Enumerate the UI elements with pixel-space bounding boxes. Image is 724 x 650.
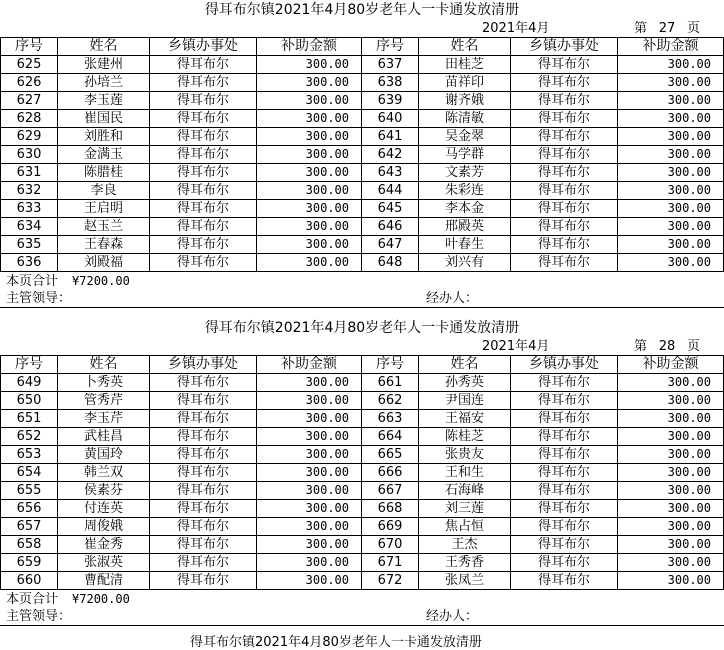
supervisor-label: 主管领导： (6, 291, 72, 306)
amount-cell: 300.00 (618, 428, 724, 446)
serial-cell: 662 (362, 392, 419, 410)
township-cell: 得耳布尔 (511, 428, 618, 446)
amount-cell: 300.00 (618, 236, 724, 254)
amount-cell: 300.00 (257, 536, 362, 554)
township-cell: 得耳布尔 (150, 110, 257, 128)
serial-cell: 632 (1, 182, 58, 200)
amount-cell: 300.00 (257, 500, 362, 518)
name-cell: 张淑英 (58, 554, 150, 572)
township-cell: 得耳布尔 (150, 146, 257, 164)
name-cell: 张贵友 (419, 446, 511, 464)
serial-cell: 649 (1, 374, 58, 392)
amount-cell: 300.00 (618, 56, 724, 74)
township-cell: 得耳布尔 (150, 236, 257, 254)
name-cell: 马学群 (419, 146, 511, 164)
amount-cell: 300.00 (257, 92, 362, 110)
amount-cell: 300.00 (618, 500, 724, 518)
name-cell: 赵玉兰 (58, 218, 150, 236)
serial-cell: 657 (1, 518, 58, 536)
amount-cell: 300.00 (257, 218, 362, 236)
township-cell: 得耳布尔 (150, 482, 257, 500)
amount-cell: 300.00 (257, 482, 362, 500)
column-header: 补助金额 (257, 356, 362, 374)
serial-cell: 637 (362, 56, 419, 74)
column-header: 补助金额 (618, 38, 724, 56)
township-cell: 得耳布尔 (150, 392, 257, 410)
township-cell: 得耳布尔 (511, 464, 618, 482)
serial-cell: 638 (362, 74, 419, 92)
table-row (1, 74, 724, 92)
name-cell: 刘殿福 (58, 254, 150, 272)
amount-cell: 300.00 (618, 200, 724, 218)
amount-cell: 300.00 (618, 128, 724, 146)
serial-cell: 660 (1, 572, 58, 590)
township-cell: 得耳布尔 (150, 446, 257, 464)
amount-cell: 300.00 (257, 374, 362, 392)
serial-cell: 655 (1, 482, 58, 500)
column-header: 乡镇办事处 (511, 356, 618, 374)
name-cell: 李玉莲 (58, 92, 150, 110)
sheet-date: 2021年4月 (482, 339, 550, 354)
township-cell: 得耳布尔 (511, 554, 618, 572)
amount-cell: 300.00 (618, 464, 724, 482)
page-total-label: 本页合计 (6, 274, 59, 289)
column-header: 乡镇办事处 (150, 38, 257, 56)
serial-cell: 630 (1, 146, 58, 164)
amount-cell: 300.00 (257, 410, 362, 428)
serial-cell: 634 (1, 218, 58, 236)
serial-cell: 656 (1, 500, 58, 518)
name-cell: 黄国玲 (58, 446, 150, 464)
column-header: 姓名 (58, 356, 150, 374)
serial-cell: 645 (362, 200, 419, 218)
table-row (1, 164, 724, 182)
name-cell: 王秀香 (419, 554, 511, 572)
serial-cell: 627 (1, 92, 58, 110)
table-row (1, 92, 724, 110)
roster-table-body (1, 38, 724, 272)
signature-row (0, 608, 724, 626)
amount-cell: 300.00 (257, 464, 362, 482)
amount-cell: 300.00 (257, 56, 362, 74)
serial-cell: 668 (362, 500, 419, 518)
name-cell: 陈腊桂 (58, 164, 150, 182)
name-cell: 陈桂芝 (419, 428, 511, 446)
amount-cell: 300.00 (257, 254, 362, 272)
township-cell: 得耳布尔 (150, 128, 257, 146)
table-row (1, 254, 724, 272)
amount-cell: 300.00 (618, 182, 724, 200)
name-cell: 刘三莲 (419, 500, 511, 518)
township-cell: 得耳布尔 (150, 182, 257, 200)
serial-cell: 635 (1, 236, 58, 254)
township-cell: 得耳布尔 (150, 218, 257, 236)
serial-cell: 652 (1, 428, 58, 446)
page-prefix: 第 (634, 339, 648, 354)
column-header: 补助金额 (618, 356, 724, 374)
table-row (1, 482, 724, 500)
name-cell: 孙秀英 (419, 374, 511, 392)
township-cell: 得耳布尔 (150, 410, 257, 428)
page-suffix: 页 (687, 339, 701, 354)
column-header: 姓名 (58, 38, 150, 56)
page-total-value: ¥7200.00 (72, 274, 130, 288)
township-cell: 得耳布尔 (511, 374, 618, 392)
serial-cell: 644 (362, 182, 419, 200)
serial-cell: 633 (1, 200, 58, 218)
amount-cell: 300.00 (618, 374, 724, 392)
township-cell: 得耳布尔 (511, 74, 618, 92)
roster-table (0, 37, 724, 272)
table-row (1, 572, 724, 590)
township-cell: 得耳布尔 (150, 464, 257, 482)
name-cell: 朱彩连 (419, 182, 511, 200)
name-cell: 崔金秀 (58, 536, 150, 554)
amount-cell: 300.00 (618, 410, 724, 428)
amount-cell: 300.00 (618, 74, 724, 92)
table-row (1, 410, 724, 428)
serial-cell: 642 (362, 146, 419, 164)
name-cell: 李玉芹 (58, 410, 150, 428)
amount-cell: 300.00 (618, 518, 724, 536)
name-cell: 王福安 (419, 410, 511, 428)
page-indicator (634, 338, 700, 355)
sheet-meta (0, 20, 724, 37)
township-cell: 得耳布尔 (511, 254, 618, 272)
serial-cell: 663 (362, 410, 419, 428)
amount-cell: 300.00 (257, 572, 362, 590)
name-cell: 王和生 (419, 464, 511, 482)
township-cell: 得耳布尔 (150, 518, 257, 536)
name-cell: 尹国连 (419, 392, 511, 410)
serial-cell: 666 (362, 464, 419, 482)
name-cell: 文素芳 (419, 164, 511, 182)
page-number: 28 (658, 339, 676, 354)
sheet-page-27 (0, 0, 724, 308)
amount-cell: 300.00 (257, 74, 362, 92)
amount-cell: 300.00 (257, 392, 362, 410)
column-header: 序号 (1, 38, 58, 56)
name-cell: 陈清敏 (419, 110, 511, 128)
table-row (1, 518, 724, 536)
column-header: 序号 (362, 38, 419, 56)
serial-cell: 669 (362, 518, 419, 536)
township-cell: 得耳布尔 (511, 500, 618, 518)
amount-cell: 300.00 (618, 254, 724, 272)
sheet-title: 得耳布尔镇2021年4月80岁老年人一卡通发放清册 (204, 320, 520, 336)
amount-cell: 300.00 (618, 392, 724, 410)
amount-cell: 300.00 (257, 164, 362, 182)
name-cell: 苗祥印 (419, 74, 511, 92)
table-row (1, 428, 724, 446)
handler-label: 经办人： (426, 291, 479, 306)
header-row (1, 356, 724, 374)
name-cell: 王春森 (58, 236, 150, 254)
township-cell: 得耳布尔 (511, 236, 618, 254)
name-cell: 周俊娥 (58, 518, 150, 536)
name-cell: 李良 (58, 182, 150, 200)
name-cell: 孙培兰 (58, 74, 150, 92)
table-row (1, 218, 724, 236)
serial-cell: 658 (1, 536, 58, 554)
serial-cell: 647 (362, 236, 419, 254)
name-cell: 焦占恒 (419, 518, 511, 536)
name-cell: 石海峰 (419, 482, 511, 500)
page-indicator (634, 20, 700, 37)
page-suffix: 页 (687, 21, 701, 36)
township-cell: 得耳布尔 (511, 482, 618, 500)
table-row (1, 392, 724, 410)
amount-cell: 300.00 (618, 110, 724, 128)
sheet-title: 得耳布尔镇2021年4月80岁老年人一卡通发放清册 (204, 2, 520, 18)
amount-cell: 300.00 (618, 164, 724, 182)
column-header: 乡镇办事处 (511, 38, 618, 56)
serial-cell: 661 (362, 374, 419, 392)
amount-cell: 300.00 (618, 554, 724, 572)
township-cell: 得耳布尔 (511, 218, 618, 236)
column-header: 补助金额 (257, 38, 362, 56)
name-cell: 张建州 (58, 56, 150, 74)
table-row (1, 182, 724, 200)
township-cell: 得耳布尔 (150, 500, 257, 518)
township-cell: 得耳布尔 (511, 56, 618, 74)
township-cell: 得耳布尔 (150, 572, 257, 590)
name-cell: 韩兰双 (58, 464, 150, 482)
amount-cell: 300.00 (257, 428, 362, 446)
name-cell: 武桂昌 (58, 428, 150, 446)
serial-cell: 651 (1, 410, 58, 428)
serial-cell: 664 (362, 428, 419, 446)
table-row (1, 128, 724, 146)
amount-cell: 300.00 (257, 554, 362, 572)
township-cell: 得耳布尔 (150, 74, 257, 92)
township-cell: 得耳布尔 (511, 92, 618, 110)
roster-table-body (1, 356, 724, 590)
township-cell: 得耳布尔 (511, 128, 618, 146)
township-cell: 得耳布尔 (150, 92, 257, 110)
table-row (1, 554, 724, 572)
township-cell: 得耳布尔 (511, 446, 618, 464)
signature-row (0, 290, 724, 308)
serial-cell: 671 (362, 554, 419, 572)
serial-cell: 654 (1, 464, 58, 482)
amount-cell: 300.00 (618, 218, 724, 236)
amount-cell: 300.00 (257, 236, 362, 254)
serial-cell: 653 (1, 446, 58, 464)
serial-cell: 626 (1, 74, 58, 92)
header-row (1, 38, 724, 56)
amount-cell: 300.00 (257, 200, 362, 218)
township-cell: 得耳布尔 (511, 146, 618, 164)
serial-cell: 643 (362, 164, 419, 182)
township-cell: 得耳布尔 (150, 554, 257, 572)
township-cell: 得耳布尔 (511, 182, 618, 200)
serial-cell: 628 (1, 110, 58, 128)
township-cell: 得耳布尔 (150, 56, 257, 74)
name-cell: 吴金翠 (419, 128, 511, 146)
table-row (1, 464, 724, 482)
township-cell: 得耳布尔 (511, 536, 618, 554)
roster-table (0, 355, 724, 590)
amount-cell: 300.00 (618, 482, 724, 500)
page-prefix: 第 (634, 21, 648, 36)
name-cell: 田桂芝 (419, 56, 511, 74)
serial-cell: 646 (362, 218, 419, 236)
handler-label: 经办人： (426, 609, 479, 624)
page-total-row (0, 590, 724, 608)
page-number: 27 (658, 21, 676, 36)
township-cell: 得耳布尔 (150, 374, 257, 392)
sheet-date: 2021年4月 (482, 21, 550, 36)
column-header: 乡镇办事处 (150, 356, 257, 374)
name-cell: 付连英 (58, 500, 150, 518)
name-cell: 刘兴有 (419, 254, 511, 272)
serial-cell: 639 (362, 92, 419, 110)
township-cell: 得耳布尔 (511, 572, 618, 590)
name-cell: 卜秀英 (58, 374, 150, 392)
name-cell: 管秀芹 (58, 392, 150, 410)
township-cell: 得耳布尔 (511, 392, 618, 410)
page-total-label: 本页合计 (6, 592, 59, 607)
name-cell: 谢齐娥 (419, 92, 511, 110)
name-cell: 曹配清 (58, 572, 150, 590)
serial-cell: 648 (362, 254, 419, 272)
amount-cell: 300.00 (618, 146, 724, 164)
serial-cell: 650 (1, 392, 58, 410)
table-row (1, 374, 724, 392)
name-cell: 金满玉 (58, 146, 150, 164)
next-sheet-title-cutoff: 得耳布尔镇2021年4月80岁老年人一卡通发放清册 (190, 635, 482, 650)
sheet-meta (0, 338, 724, 355)
name-cell: 王启明 (58, 200, 150, 218)
township-cell: 得耳布尔 (150, 428, 257, 446)
township-cell: 得耳布尔 (511, 164, 618, 182)
township-cell: 得耳布尔 (150, 200, 257, 218)
serial-cell: 625 (1, 56, 58, 74)
table-row (1, 110, 724, 128)
serial-cell: 631 (1, 164, 58, 182)
serial-cell: 670 (362, 536, 419, 554)
serial-cell: 672 (362, 572, 419, 590)
serial-cell: 640 (362, 110, 419, 128)
township-cell: 得耳布尔 (511, 518, 618, 536)
amount-cell: 300.00 (257, 128, 362, 146)
page-total-row (0, 272, 724, 290)
column-header: 序号 (1, 356, 58, 374)
amount-cell: 300.00 (257, 518, 362, 536)
serial-cell: 659 (1, 554, 58, 572)
serial-cell: 629 (1, 128, 58, 146)
sheet-page-28 (0, 318, 724, 626)
township-cell: 得耳布尔 (511, 410, 618, 428)
name-cell: 邢殿英 (419, 218, 511, 236)
township-cell: 得耳布尔 (511, 200, 618, 218)
amount-cell: 300.00 (618, 446, 724, 464)
township-cell: 得耳布尔 (511, 110, 618, 128)
amount-cell: 300.00 (618, 572, 724, 590)
name-cell: 刘胜和 (58, 128, 150, 146)
table-row (1, 536, 724, 554)
serial-cell: 667 (362, 482, 419, 500)
amount-cell: 300.00 (257, 182, 362, 200)
name-cell: 张凤兰 (419, 572, 511, 590)
name-cell: 王杰 (419, 536, 511, 554)
table-row (1, 236, 724, 254)
name-cell: 崔国民 (58, 110, 150, 128)
supervisor-label: 主管领导： (6, 609, 72, 624)
amount-cell: 300.00 (257, 110, 362, 128)
serial-cell: 636 (1, 254, 58, 272)
name-cell: 李本金 (419, 200, 511, 218)
township-cell: 得耳布尔 (150, 254, 257, 272)
page-total-value: ¥7200.00 (72, 592, 130, 606)
name-cell: 叶春生 (419, 236, 511, 254)
table-row (1, 500, 724, 518)
amount-cell: 300.00 (257, 446, 362, 464)
column-header: 姓名 (419, 356, 511, 374)
table-row (1, 56, 724, 74)
amount-cell: 300.00 (618, 92, 724, 110)
serial-cell: 641 (362, 128, 419, 146)
column-header: 序号 (362, 356, 419, 374)
amount-cell: 300.00 (257, 146, 362, 164)
name-cell: 侯素芬 (58, 482, 150, 500)
serial-cell: 665 (362, 446, 419, 464)
amount-cell: 300.00 (618, 536, 724, 554)
column-header: 姓名 (419, 38, 511, 56)
table-row (1, 146, 724, 164)
table-row (1, 446, 724, 464)
township-cell: 得耳布尔 (150, 164, 257, 182)
township-cell: 得耳布尔 (150, 536, 257, 554)
table-row (1, 200, 724, 218)
